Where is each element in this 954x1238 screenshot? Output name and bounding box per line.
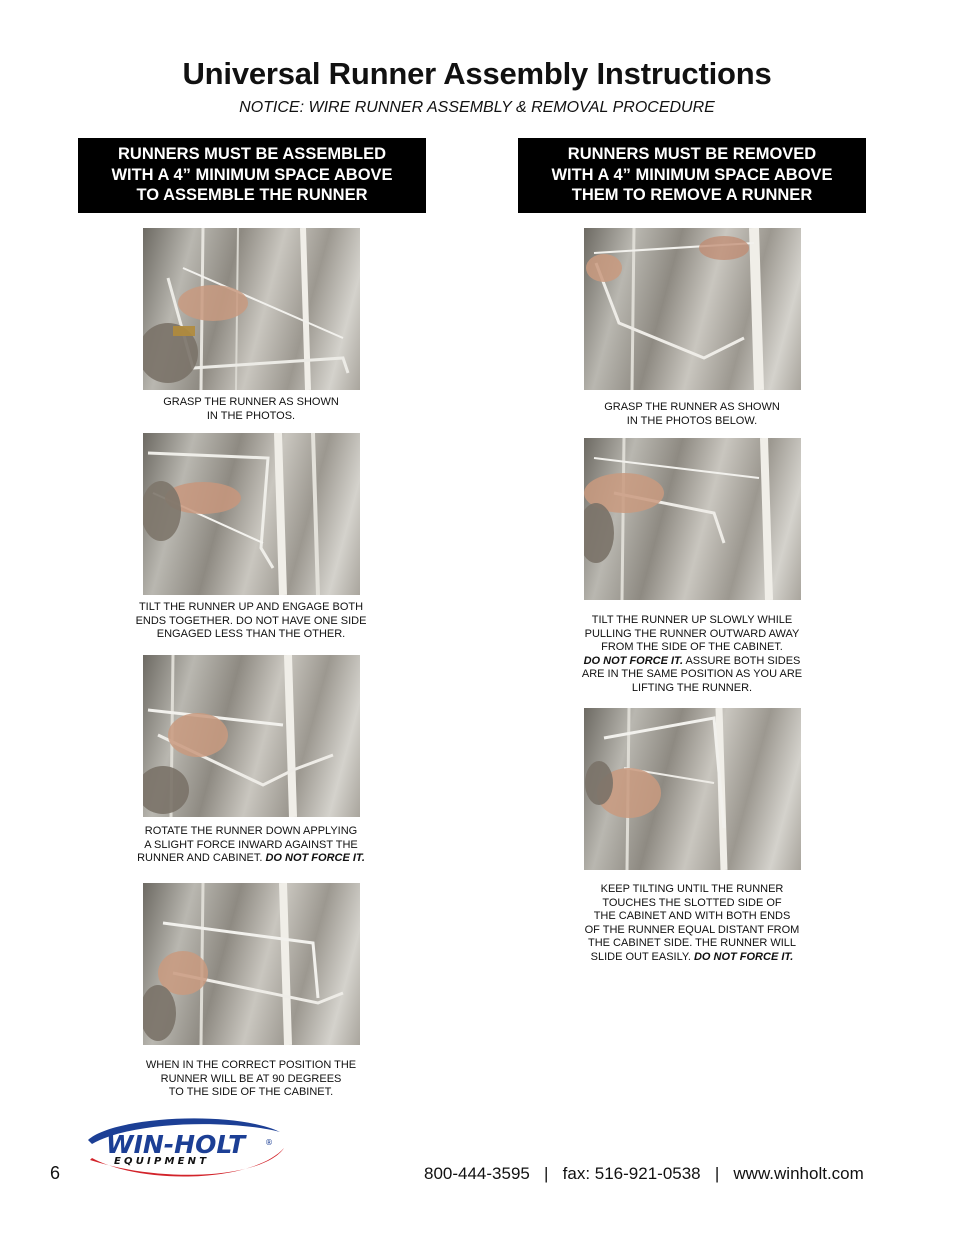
page-subtitle: NOTICE: WIRE RUNNER ASSEMBLY & REMOVAL PROCEDURE xyxy=(239,99,715,116)
website-link[interactable]: www.winholt.com xyxy=(733,1164,864,1183)
assembly-step-4-caption: WHEN IN THE CORRECT POSITION THE RUNNER WILL BE AT 90 DEGREES TO THE SIDE OF THE CABINET. xyxy=(145,1059,357,1098)
page-title: Universal Runner Assembly Instructions xyxy=(182,56,772,91)
removal-banner: RUNNERS MUST BE REMOVED WITH A 4” MINIMUM SPACE ABOVE THEM TO REMOVE A RUNNER xyxy=(518,138,866,213)
removal-photo-1 xyxy=(584,228,801,390)
fax-number: fax: 516-921-0538 xyxy=(562,1164,701,1183)
assembly-step-3-caption: ROTATE THE RUNNER DOWN APPLYING A SLIGHT FORCE INWARD AGAINST THE RUNNER AND CABINET. DO NOT FORCE IT. xyxy=(137,825,365,864)
win-holt-logo xyxy=(84,1112,288,1184)
contact-line xyxy=(424,1164,864,1184)
separator: | xyxy=(544,1164,549,1183)
separator: | xyxy=(714,1164,720,1183)
removal-step-2-caption: TILT THE RUNNER UP SLOWLY WHILE PULLING THE RUNNER OUTWARD AWAY FROM THE SIDE OF THE CABINET. DO NOT FORCE IT. ASSURE BOTH SIDES ARE IN THE SAME POSITION AS YOU ARE LIFTING THE RUNNER. xyxy=(581,614,803,694)
removal-step-3-caption: KEEP TILTING UNTIL THE RUNNER TOUCHES THE SLOTTED SIDE OF THE CABINET AND WITH BOTH ENDS OF THE RUNNER EQUAL DISTANT FROM THE CABINET SIDE. THE RUNNER WILL SLIDE OUT EASILY. DO NOT FORCE IT. xyxy=(584,883,800,963)
assembly-step-2-caption: TILT THE RUNNER UP AND ENGAGE BOTH ENDS TOGETHER. DO NOT HAVE ONE SIDE ENGAGED LESS THAN THE OTHER. xyxy=(135,601,367,640)
page-number: 6 xyxy=(50,1163,61,1183)
assembly-banner: RUNNERS MUST BE ASSEMBLED WITH A 4” MINIMUM SPACE ABOVE TO ASSEMBLE THE RUNNER xyxy=(78,138,426,213)
do-not-force-warning: DO NOT FORCE IT. xyxy=(693,950,794,963)
assembly-photo-4 xyxy=(143,883,360,1045)
assembly-photo-2 xyxy=(143,433,360,595)
logo-registered-mark: ® xyxy=(265,1138,273,1147)
assembly-photo-1 xyxy=(143,228,360,390)
removal-photo-2 xyxy=(584,438,801,600)
phone-number: 800-444-3595 xyxy=(424,1164,530,1183)
do-not-force-warning: DO NOT FORCE IT. xyxy=(583,654,684,667)
assembly-step-1-caption: GRASP THE RUNNER AS SHOWN IN THE PHOTOS. xyxy=(163,396,339,422)
removal-step-1-caption: GRASP THE RUNNER AS SHOWN IN THE PHOTOS BELOW. xyxy=(604,401,780,427)
assembly-photo-3 xyxy=(143,655,360,817)
logo-sub-text: EQUIPMENT xyxy=(114,1156,210,1167)
removal-photo-3 xyxy=(584,708,801,870)
logo-main-text: WIN-HOLT xyxy=(106,1130,246,1159)
do-not-force-warning: DO NOT FORCE IT. xyxy=(265,852,365,864)
